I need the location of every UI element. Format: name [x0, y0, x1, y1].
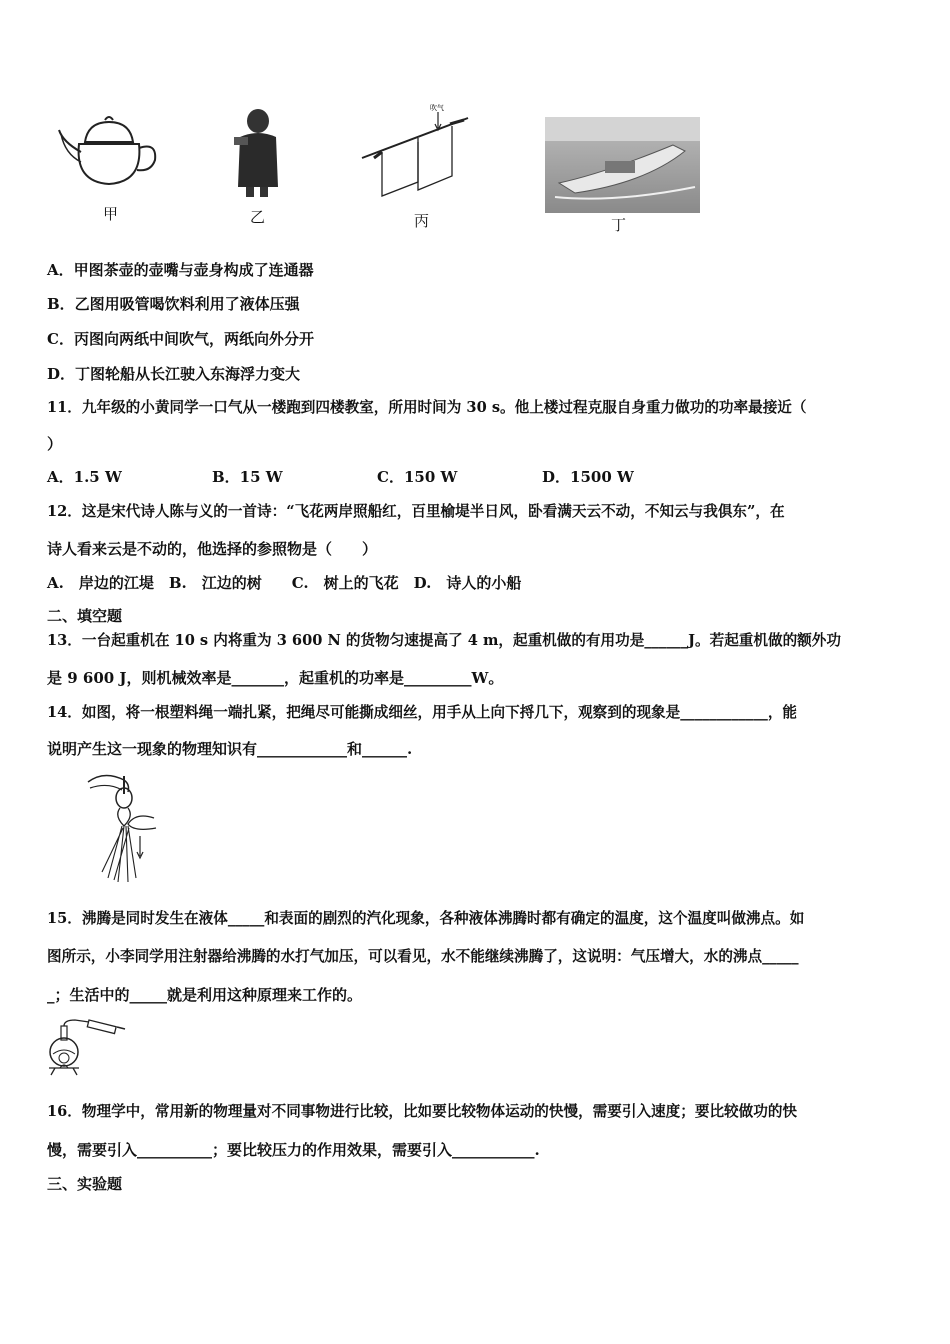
caption-bing: 丙: [414, 212, 430, 230]
q14-stem-line1: 14．如图，将一根塑料绳一端扎紧，把绳尽可能撕成细丝，用手从上向下捋几下，观察到的现象是____________，能: [47, 704, 798, 721]
boiling-flask-figure: [45, 1018, 127, 1076]
q11-option-c: C．150 W: [377, 468, 458, 486]
q10-option-a: A．甲图茶壶的壶嘴与壶身构成了连通器: [47, 261, 314, 279]
plastic-rope-figure: [84, 768, 164, 886]
q11-option-b: B．15 W: [212, 468, 283, 486]
caption-jia: 甲: [103, 205, 119, 223]
caption-yi: 乙: [250, 208, 266, 226]
q13-stem-line2: 是 9 600 J，则机械效率是_______，起重机的功率是_________W。: [47, 669, 504, 687]
q10-option-b: B．乙图用吸管喝饮料利用了液体压强: [47, 295, 300, 313]
q12-options: A. 岸边的江堤 B. 江边的树 C. 树上的飞花 D. 诗人的小船: [47, 574, 522, 592]
section-2-heading: 二、填空题: [47, 607, 123, 625]
teapot-figure: [55, 112, 160, 190]
q12-stem-line1: 12．这是宋代诗人陈与义的一首诗：“飞花两岸照船红，百里榆堤半日风，卧看满天云不动，不知云与我俱东”，在: [47, 503, 785, 520]
caption-ding: 丁: [611, 216, 627, 234]
boy-drinking-figure: [228, 107, 284, 197]
q11-option-a: A．1.5 W: [47, 468, 122, 486]
ship-photo: [545, 117, 700, 213]
q11-stem-line2: ）: [47, 435, 63, 453]
q10-option-d: D．丁图轮船从长江驶入东海浮力变大: [47, 365, 301, 383]
q16-stem-line1: 16．物理学中，常用新的物理量对不同事物进行比较，比如要比较物体运动的快慢，需要引入速度；要比较做功的快: [47, 1103, 798, 1120]
q15-stem-line1: 15．沸腾是同时发生在液体_____和表面的剧烈的汽化现象，各种液体沸腾时都有确定的温度，这个温度叫做沸点。如: [47, 910, 805, 927]
q13-stem-line1: 13．一台起重机在 10 s 内将重为 3 600 N 的货物匀速提高了 4 m，起重机做的有用功是______J。若起重机做的额外功: [47, 632, 841, 649]
q11-options: [47, 467, 634, 487]
q15-stem-line2: 图所示，小李同学用注射器给沸腾的水打气加压，可以看见，水不能继续沸腾了，这说明：气压增大，水的沸点_____: [47, 948, 799, 965]
q12-stem-line2: 诗人看来云是不动的，他选择的参照物是（ ）: [47, 540, 378, 558]
blow-label: 吹气: [430, 104, 444, 112]
q11-stem-line1: 11．九年级的小黄同学一口气从一楼跑到四楼教室，所用时间为 30 s。他上楼过程克服自身重力做功的功率最接近（: [47, 399, 807, 416]
section-3-heading: 三、实验题: [47, 1175, 123, 1193]
q16-stem-line2: 慢，需要引入__________；要比较压力的作用效果，需要引入___________.: [47, 1141, 540, 1159]
two-papers-figure: [360, 100, 475, 200]
q14-stem-line2: 说明产生这一现象的物理知识有____________和______.: [47, 740, 413, 758]
q11-option-d: D．1500 W: [542, 468, 634, 486]
q15-stem-line3: _；生活中的_____就是利用这种原理来工作的。: [47, 986, 363, 1004]
q10-option-c: C．丙图向两纸中间吹气，两纸向外分开: [47, 330, 314, 348]
